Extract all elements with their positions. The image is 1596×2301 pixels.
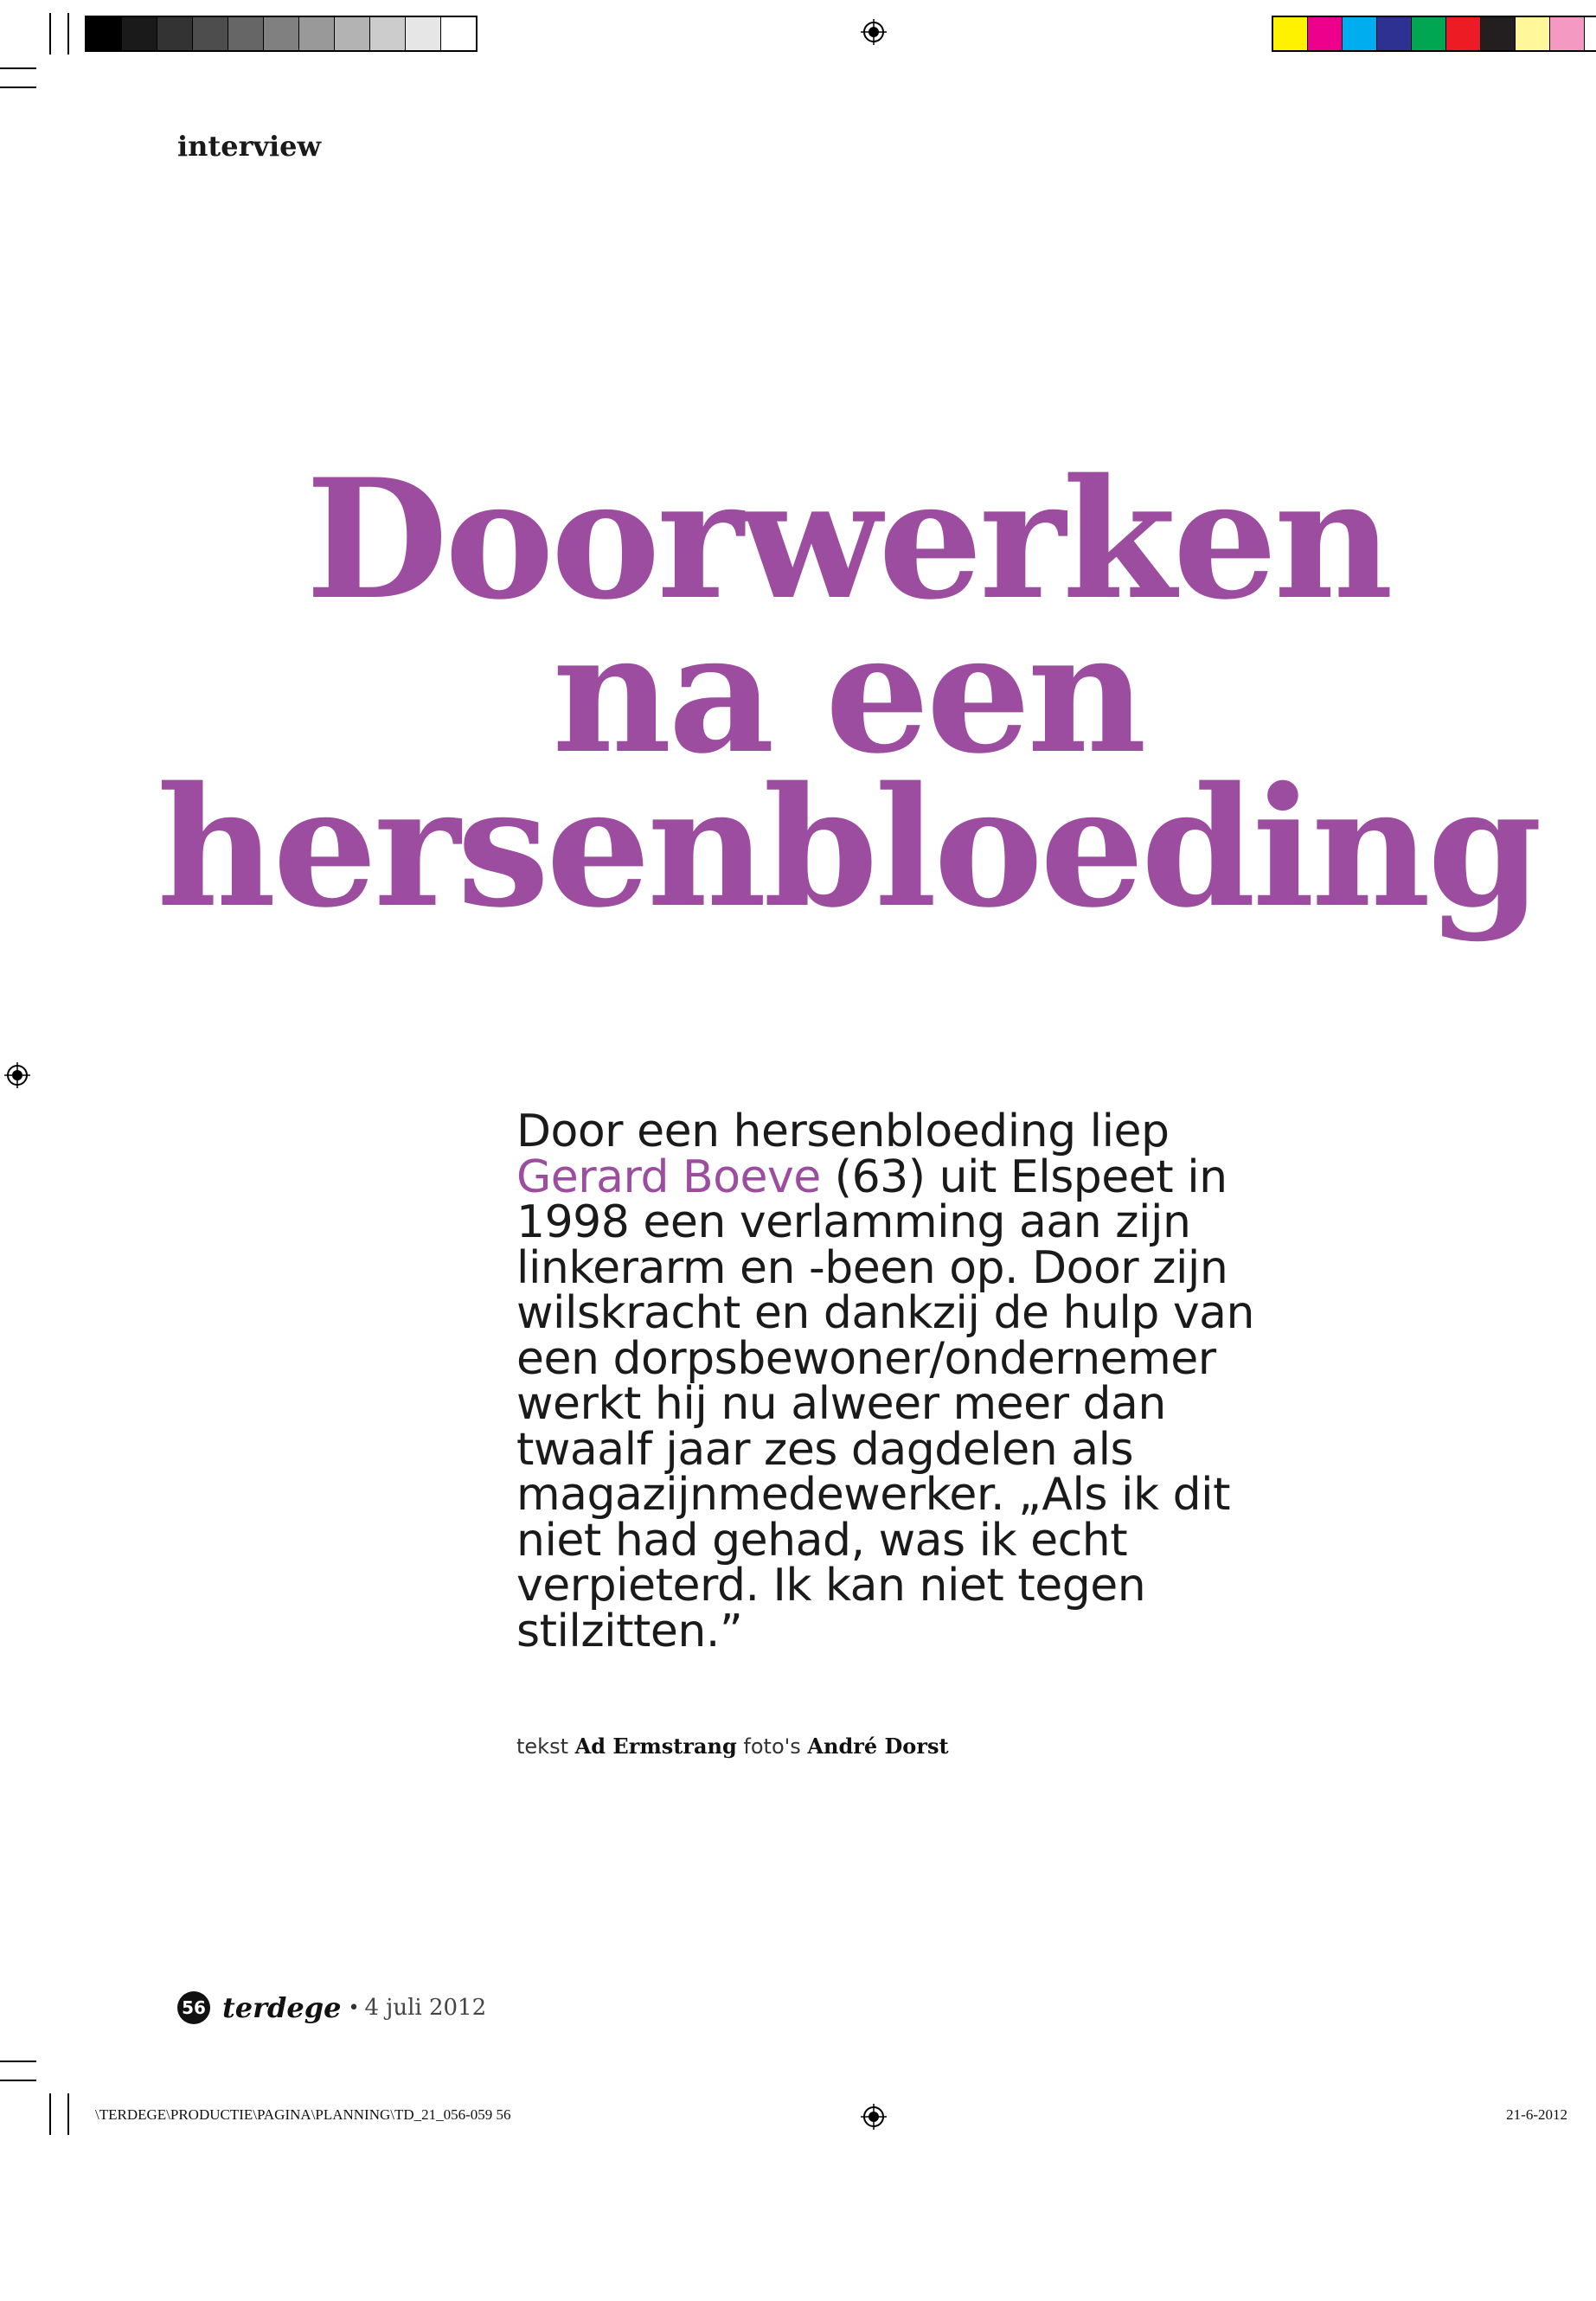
article-headline [138, 443, 1557, 944]
grayscale-control-bar [85, 16, 478, 52]
registration-mark-icon [861, 2104, 887, 2130]
crop-mark [67, 13, 69, 54]
issue-date: 4 juli 2012 [364, 1995, 487, 2021]
color-swatch [264, 17, 299, 50]
footer-bullet: • [348, 1997, 360, 2019]
color-swatch [406, 17, 441, 50]
headline-line: Doorwerken [305, 443, 1390, 636]
crop-mark [49, 2093, 51, 2135]
headline-line: na een [552, 597, 1144, 790]
color-swatch [228, 17, 264, 50]
color-swatch [87, 17, 122, 50]
file-path-slug: \TERDEGE\PRODUCTIE\PAGINA\PLANNING\TD_21_056-059 56 [95, 2106, 511, 2123]
headline-line: hersenbloeding [157, 751, 1539, 944]
color-swatch [1516, 17, 1550, 50]
print-date-slug: 21-6-2012 [1506, 2106, 1567, 2123]
color-swatch [122, 17, 157, 50]
photographer-name: André Dorst [807, 1734, 949, 1759]
color-swatch [1308, 17, 1343, 50]
color-swatch [193, 17, 228, 50]
crop-mark [0, 2061, 36, 2062]
page-footer [177, 1991, 486, 2024]
color-swatch [299, 17, 335, 50]
color-swatch [335, 17, 370, 50]
magazine-logo: terdege [222, 1991, 342, 2024]
color-swatch [1446, 17, 1481, 50]
photo-credit-label: foto's [743, 1734, 801, 1759]
color-swatch [1585, 17, 1596, 50]
color-swatch [441, 17, 476, 50]
subject-name: Gerard Boeve [516, 1150, 821, 1203]
registration-mark-icon [4, 1062, 30, 1088]
intro-text: Door een hersenbloeding liep [516, 1106, 1170, 1157]
color-swatch [370, 17, 406, 50]
color-swatch [1412, 17, 1446, 50]
crop-mark [67, 2093, 69, 2135]
color-swatch [157, 17, 193, 50]
crop-mark [0, 67, 36, 69]
color-swatch [1273, 17, 1308, 50]
crop-mark [0, 87, 36, 88]
color-swatch [1377, 17, 1412, 50]
author-name: Ad Ermstrang [574, 1734, 737, 1759]
article-credits [516, 1734, 949, 1759]
color-control-bar [1272, 16, 1596, 52]
text-credit-label: tekst [516, 1734, 568, 1759]
color-swatch [1550, 17, 1585, 50]
intro-text: (63) uit Elspeet in 1998 een verlamming aan zijn linkerarm en -been op. Door zijn wilskracht en dankzij de hulp van een dorpsbewoner/ondernemer werkt hij nu alweer meer dan twaalf jaar zes dagdelen als magazijnmedewerker. „Als ik dit niet had gehad, was ik echt verpieterd. Ik kan niet tegen stilzitten.” [516, 1150, 1255, 1657]
color-swatch [1481, 17, 1516, 50]
registration-mark-icon [861, 19, 887, 45]
crop-mark [0, 2080, 36, 2081]
color-swatch [1343, 17, 1377, 50]
intro-paragraph [516, 1106, 1278, 1657]
section-label: interview [177, 130, 322, 163]
page-number: 56 [177, 1991, 210, 2024]
crop-mark [49, 13, 51, 54]
